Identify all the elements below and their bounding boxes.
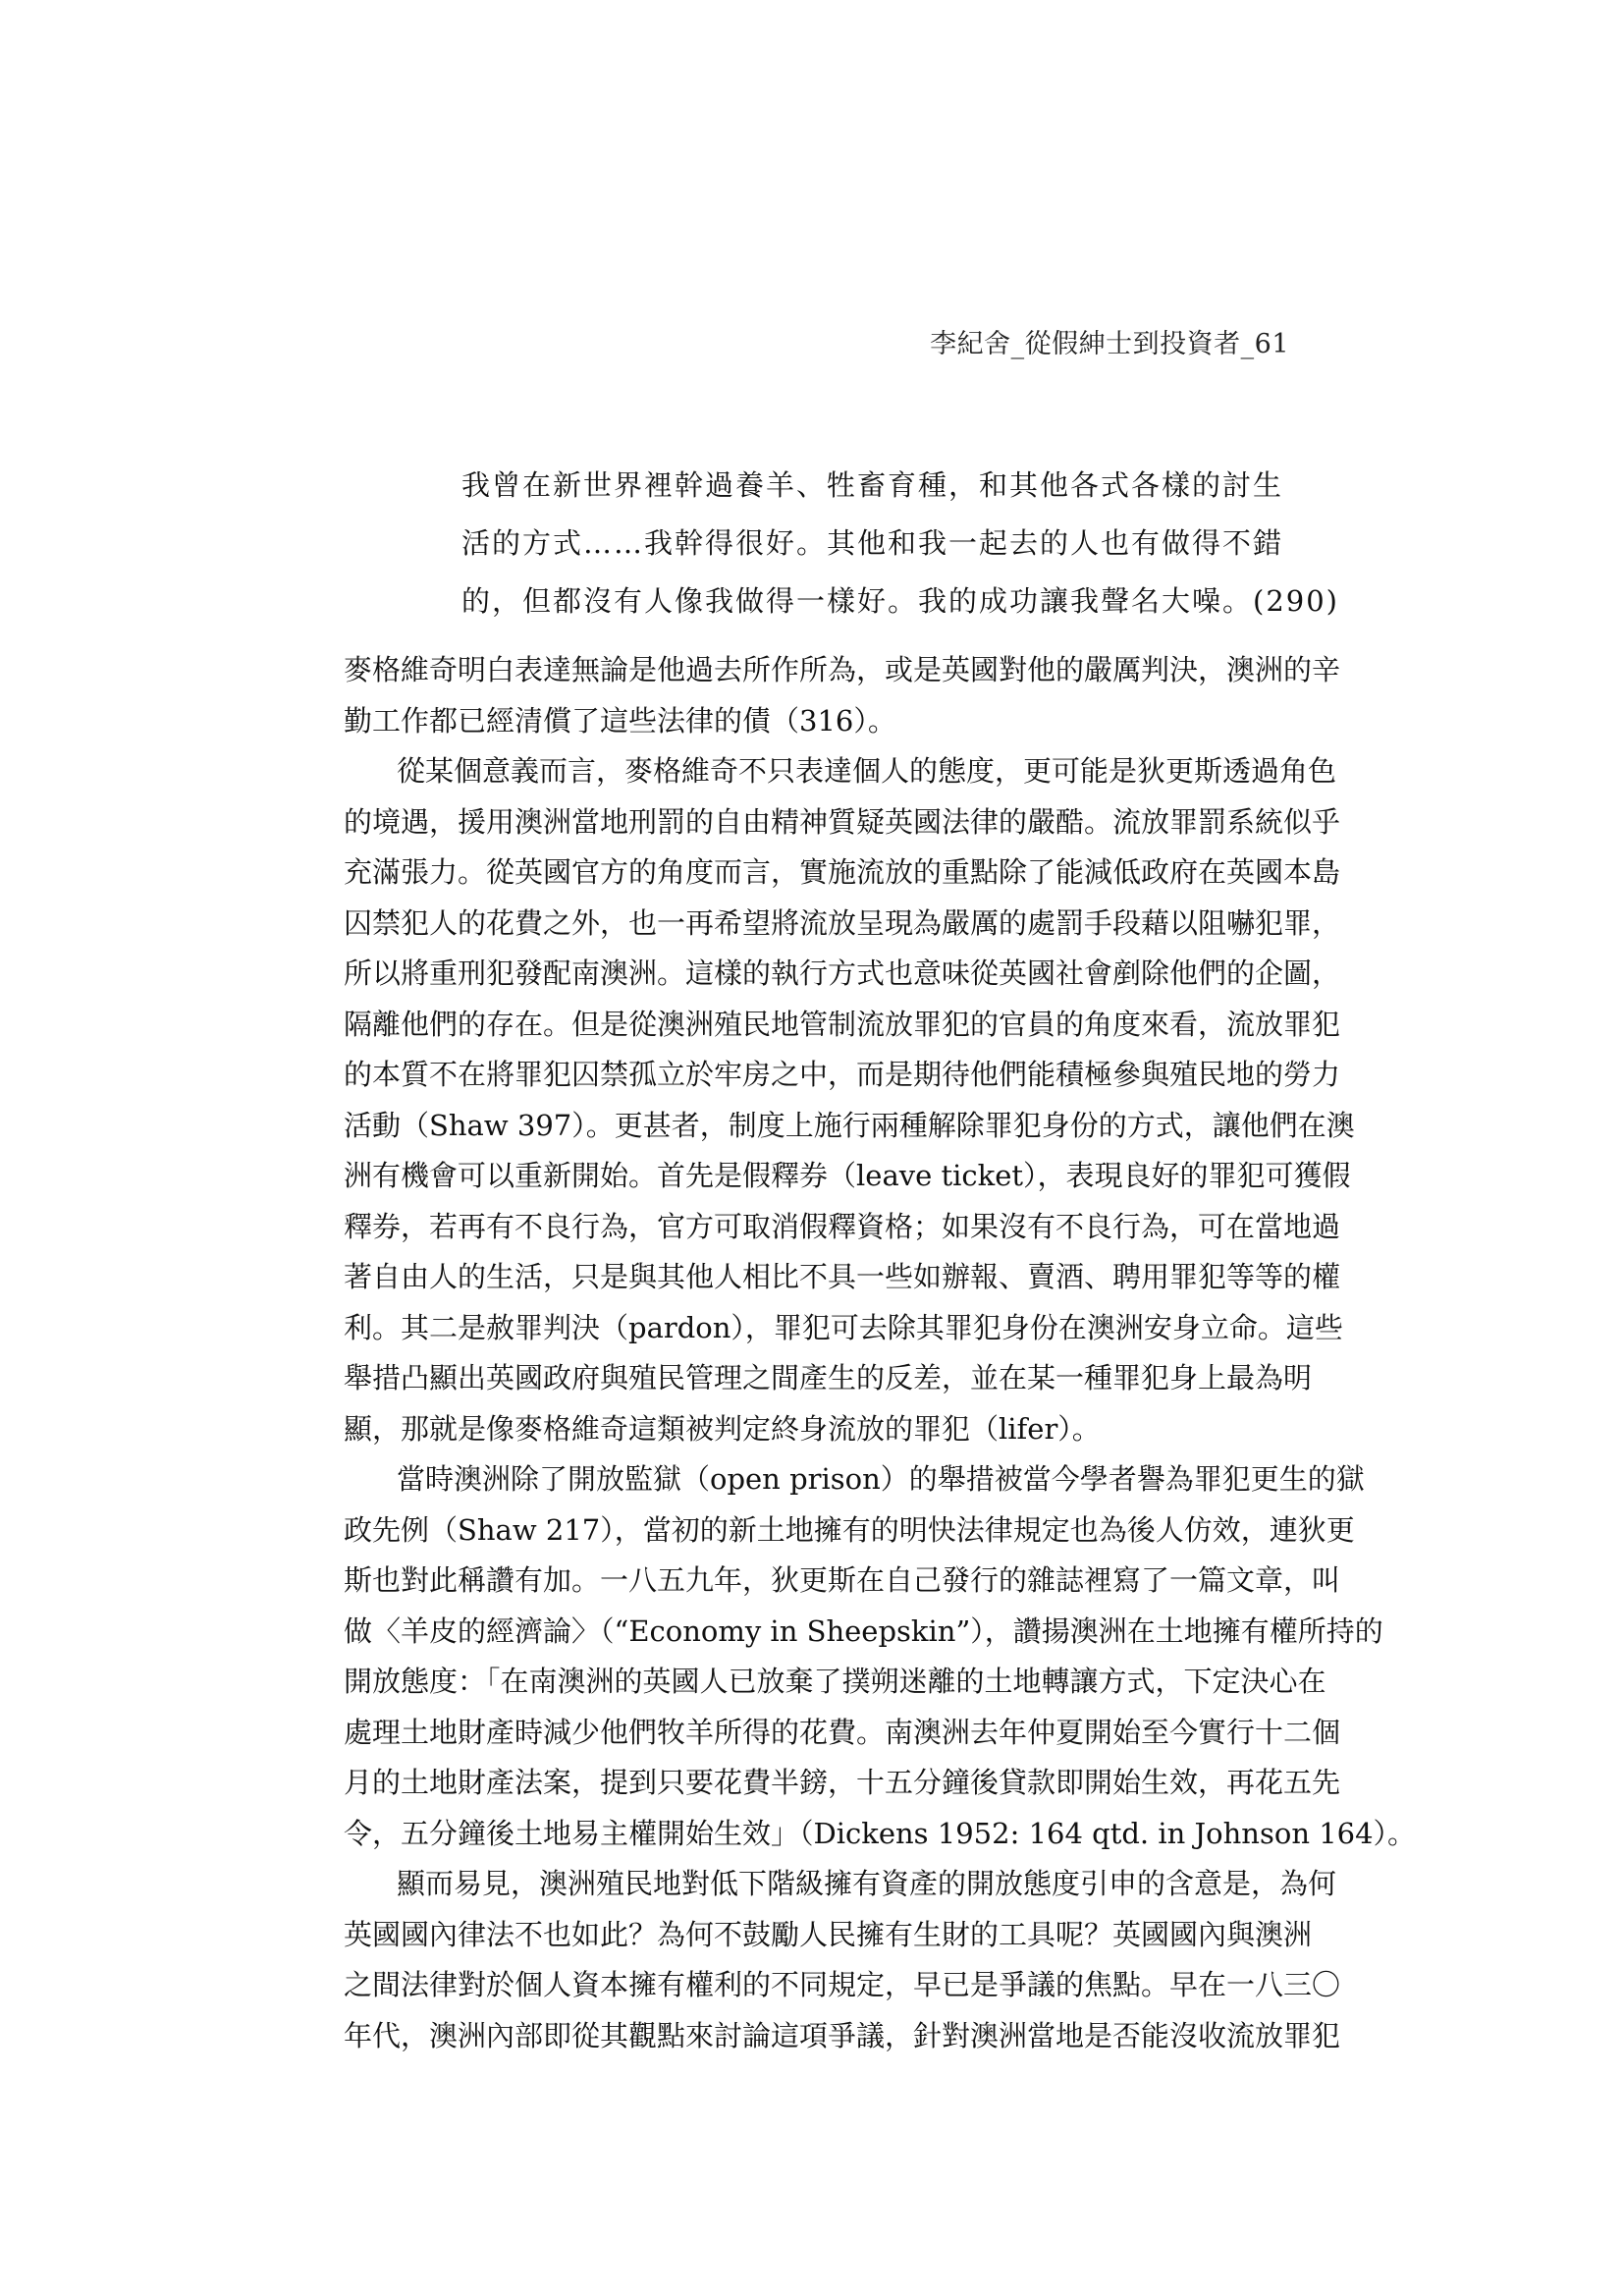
quote-line: 的，但都沒有人像我做得一樣好。我的成功讓我聲名大噪。(290) [461, 584, 1339, 618]
text-line: 斯也對此稱讚有加。一八五九年，狄更斯在自己發行的雜誌裡寫了一篇文章，叫 [344, 1563, 1341, 1597]
text-line: 隔離他們的存在。但是從澳洲殖民地管制流放罪犯的官員的角度來看，流放罪犯 [344, 1007, 1341, 1041]
quote-line: 我曾在新世界裡幹過養羊、牲畜育種，和其他各式各樣的討生 [461, 468, 1284, 502]
text-line: 麥格維奇明白表達無論是他過去所作所為，或是英國對他的嚴厲判決，澳洲的辛 [344, 653, 1341, 686]
text-line: 月的土地財產法案，提到只要花費半鎊，十五分鐘後貸款即開始生效，再花五先 [344, 1766, 1341, 1799]
text-line: 令，五分鐘後土地易主權開始生效」（Dickens 1952: 164 qtd. in Johnson 164）。 [344, 1816, 1417, 1850]
text-line: 的本質不在將罪犯囚禁孤立於牢房之中，而是期待他們能積極參與殖民地的勞力 [344, 1058, 1341, 1091]
text-line: 的境遇，援用澳洲當地刑罰的自由精神質疑英國法律的嚴酷。流放罪罰系統似乎 [344, 804, 1341, 839]
running-head: 李紀舍_從假紳士到投資者_61 [930, 329, 1289, 359]
text-line: 當時澳洲除了開放監獄（open prison）的舉措被當今學者譽為罪犯更生的獄 [397, 1462, 1365, 1496]
text-line: 政先例（Shaw 217），當初的新土地擁有的明快法律規定也為後人仿效，連狄更 [344, 1512, 1355, 1547]
text-line: 利。其二是赦罪判決（pardon），罪犯可去除其罪犯身份在澳洲安身立命。這些 [344, 1310, 1343, 1344]
body-text [344, 645, 1417, 2061]
text-line: 顯，那就是像麥格維奇這類被判定終身流放的罪犯（lifer）。 [344, 1411, 1101, 1446]
text-line: 之間法律對於個人資本擁有權利的不同規定，早已是爭議的焦點。早在一八三〇 [344, 1968, 1341, 2001]
quote-line: 活的方式……我幹得很好。其他和我一起去的人也有做得不錯 [461, 526, 1284, 560]
text-line: 充滿張力。從英國官方的角度而言，實施流放的重點除了能減低政府在英國本島 [344, 855, 1341, 889]
text-line: 舉措凸顯出英國政府與殖民管理之間產生的反差，並在某一種罪犯身上最為明 [344, 1361, 1313, 1394]
block-quote [461, 457, 1339, 630]
text-line: 從某個意義而言，麥格維奇不只表達個人的態度，更可能是狄更斯透過角色 [397, 754, 1337, 788]
text-line: 處理土地財產時減少他們牧羊所得的花費。南澳洲去年仲夏開始至今實行十二個 [344, 1715, 1341, 1749]
text-line: 英國國內律法不也如此？為何不鼓勵人民擁有生財的工具呢？英國國內與澳洲 [344, 1917, 1313, 1951]
text-line: 活動（Shaw 397）。更甚者，制度上施行兩種解除罪犯身份的方式，讓他們在澳 [344, 1108, 1355, 1142]
text-line: 所以將重刑犯發配南澳洲。這樣的執行方式也意味從英國社會剷除他們的企圖， [344, 957, 1341, 990]
text-line: 做〈羊皮的經濟論〉（“Economy in Sheepskin”），讚揚澳洲在土地擁有權所持的 [344, 1613, 1383, 1648]
text-line: 顯而易見，澳洲殖民地對低下階級擁有資產的開放態度引申的含意是，為何 [397, 1867, 1337, 1900]
text-line: 年代，澳洲內部即從其觀點來討論這項爭議，針對澳洲當地是否能沒收流放罪犯 [344, 2018, 1341, 2052]
text-line: 釋券，若再有不良行為，官方可取消假釋資格；如果沒有不良行為，可在當地過 [344, 1209, 1341, 1243]
text-line: 勤工作都已經清償了這些法律的債（316）。 [344, 703, 896, 738]
text-line: 洲有機會可以重新開始。首先是假釋券（leave ticket），表現良好的罪犯可獲假 [344, 1159, 1351, 1192]
text-line: 著自由人的生活，只是與其他人相比不具一些如辦報、賣酒、聘用罪犯等等的權 [344, 1260, 1341, 1293]
text-line: 囚禁犯人的花費之外，也一再希望將流放呈現為嚴厲的處罰手段藉以阻嚇犯罪， [344, 905, 1341, 940]
text-line: 開放態度：「在南澳洲的英國人已放棄了撲朔迷離的土地轉讓方式，下定決心在 [344, 1665, 1326, 1698]
